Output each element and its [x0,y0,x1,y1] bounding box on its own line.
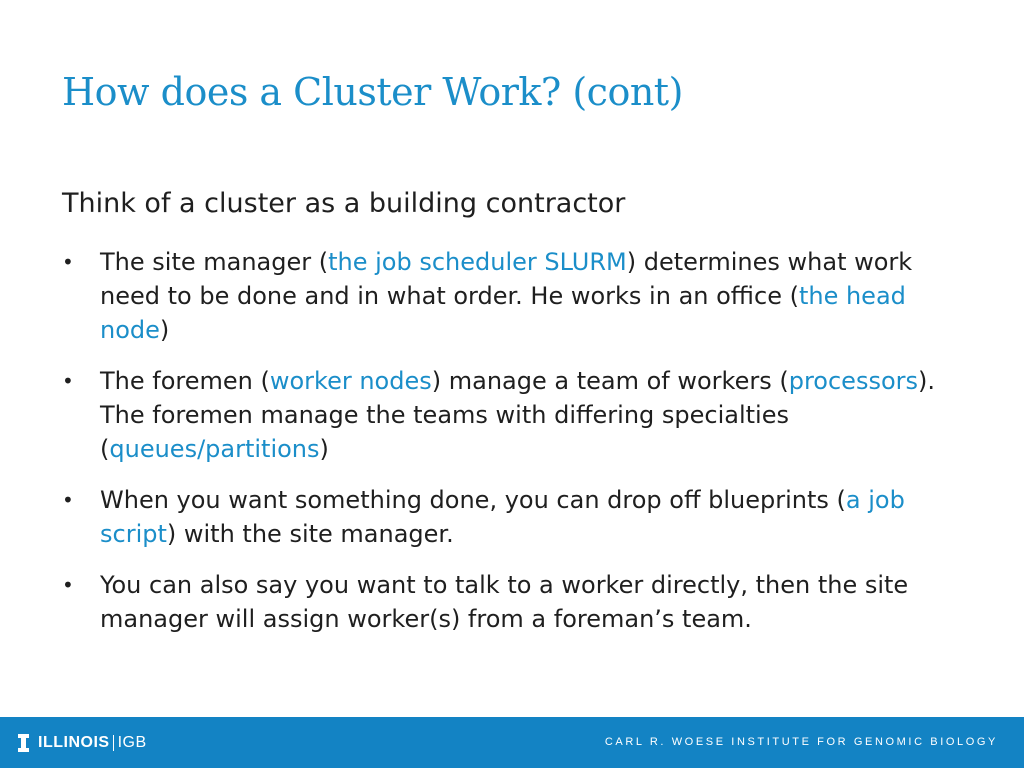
bullet-item-foremen [62,364,962,466]
bullet-text: ) [319,435,329,463]
highlight-term: a job script [100,486,905,548]
bullet-dot-icon: • [62,488,74,512]
block-i-icon [18,734,29,752]
highlight-term: worker nodes [269,367,432,395]
illinois-igb-logo [18,731,147,755]
logo-divider [113,735,114,751]
logo-sub: IGB [117,734,147,751]
highlight-term: processors [788,367,918,395]
bullet-dot-icon: • [62,250,74,274]
bullet-text: The site manager ( [100,248,329,276]
footer-bar [0,717,1024,768]
bullet-item-blueprints [62,483,962,551]
logo-name: ILLINOIS [38,734,110,751]
bullet-item-site-manager [62,245,962,347]
highlight-term: the job scheduler SLURM [328,248,627,276]
institute-name: CARL R. WOESE INSTITUTE FOR GENOMIC BIOLOGY [604,736,998,748]
bullet-text: ). The foremen manage the teams with differing specialties ( [100,367,935,463]
bullet-text: When you want something done, you can drop off blueprints ( [100,486,846,514]
slide-subtitle: Think of a cluster as a building contractor [62,188,626,219]
highlight-term: queues/partitions [109,435,320,463]
bullet-dot-icon: • [62,369,74,393]
bullet-item-worker-direct [62,568,962,636]
slide-title: How does a Cluster Work? (cont) [62,70,683,114]
bullet-dot-icon: • [62,573,74,597]
bullet-text: ) manage a team of workers ( [431,367,789,395]
bullet-text: The foremen ( [100,367,270,395]
bullet-text: ) [159,316,170,344]
bullet-text: ) determines what work need to be done and in what order. He works in an office ( [100,248,913,310]
bullet-text: You can also say you want to talk to a worker directly, then the site manager will assign worker(s) from a foreman’s team. [100,571,909,633]
bullet-text: ) with the site manager. [166,520,454,548]
bullet-list [62,245,962,653]
highlight-term: the head node [100,282,906,344]
